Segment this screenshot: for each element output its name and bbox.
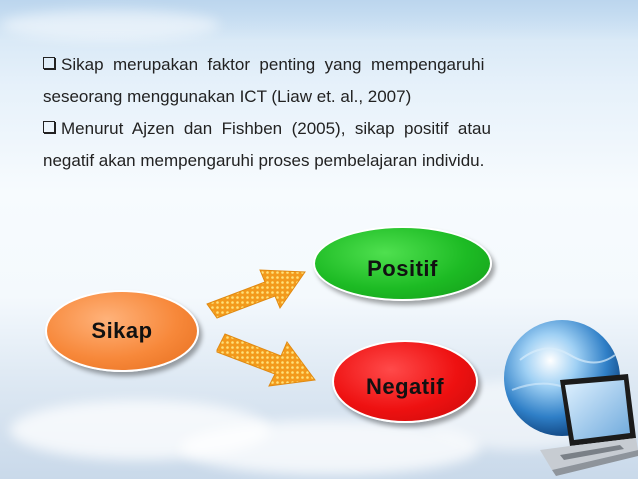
- paragraph-2-line-1: Menurut Ajzen dan Fishben (2005), sikap positif atau: [61, 119, 491, 138]
- sikap-label: Sikap: [91, 318, 153, 343]
- sikap-node: [45, 290, 199, 372]
- positif-label: Positif: [367, 255, 438, 281]
- arrow-to-negatif-icon: [215, 330, 320, 400]
- checkbox-bullet-icon: [43, 121, 55, 133]
- globe-laptop-illustration-icon: [500, 300, 638, 479]
- checkbox-bullet-icon: [43, 57, 55, 69]
- bullet-paragraph-2: [43, 113, 603, 177]
- slide-text: [43, 49, 603, 177]
- cloud-decoration: [0, 10, 220, 40]
- negatif-label: Negatif: [365, 373, 445, 399]
- paragraph-1-line-2: seseorang menggunakan ICT (Liaw et. al., 2007): [43, 87, 412, 106]
- paragraph-1-line-1: Sikap merupakan faktor penting yang mempengaruhi: [61, 55, 485, 74]
- bullet-paragraph-1: [43, 49, 603, 113]
- arrow-to-positif-icon: [205, 260, 310, 325]
- paragraph-2-line-2: negatif akan mempengaruhi proses pembelajaran individu.: [43, 151, 485, 170]
- negatif-node: [332, 340, 478, 423]
- positif-node: [313, 226, 492, 301]
